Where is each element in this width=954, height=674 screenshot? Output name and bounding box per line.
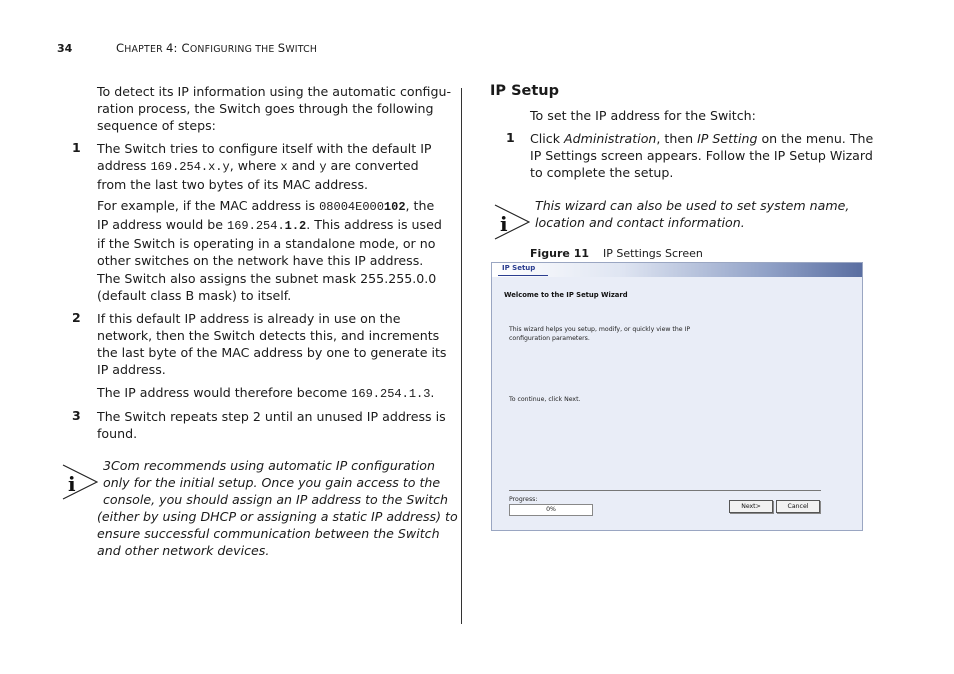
cancel-button[interactable]: Cancel [776, 500, 820, 513]
progress-label: Progress: [509, 496, 538, 503]
mac-example-paragraph: For example, if the MAC address is 08004E000102, the IP address would be 169.254.1.2. This address is used if the Switch is operating in a standalone mode, or no other switches on the network have this IP address. [97, 198, 442, 268]
wizard-description: This wizard helps you setup, modify, or quickly view the IP configuration parameters. [509, 326, 691, 342]
subnet-paragraph: The Switch also assigns the subnet mask 255.255.0.0 (default class B mask) to itself. [97, 271, 437, 303]
intro-paragraph: To detect its IP information using the automatic configu- ration process, the Switch goes through the following sequence of steps: [97, 84, 452, 133]
page-number: 34 [57, 42, 73, 55]
info-icon [494, 204, 530, 240]
chapter-running-head: CHAPTER 4: CONFIGURING THE SWITCH [116, 41, 318, 55]
next-button[interactable]: Next> [729, 500, 773, 513]
wizard-note: This wizard can also be used to set system name, location and contact information. [535, 198, 850, 230]
continue-instruction: To continue, click Next. [509, 396, 581, 403]
step-1-number: 1 [72, 140, 81, 155]
step-3-number: 3 [72, 408, 81, 423]
step-2-text: If this default IP address is already in use on the network, then the Switch detects this, and increments the last byte of the MAC address by one to generate its IP address. [97, 311, 447, 377]
tab-underline [498, 275, 548, 276]
recommendation-note: 3Com recommends using automatic IP configuration only for the initial setup. Once you gain access to the console, you should assign an IP address to the Switch (either by using DHCP or assigning a static IP address) to ensure successful communication between the Switch and other network devices. [97, 458, 458, 558]
tab-ip-setup[interactable]: IP Setup [502, 264, 536, 272]
step-3-text: The Switch repeats step 2 until an unused IP address is found. [97, 409, 446, 441]
right-intro: To set the IP address for the Switch: [530, 108, 756, 123]
figure-caption: Figure 11 IP Settings Screen [530, 247, 703, 260]
step-1-text: The Switch tries to configure itself with the default IP address 169.254.x.y, where x and y are converted from the last two bytes of its MAC address. [97, 141, 432, 192]
right-step-1-number: 1 [506, 130, 515, 145]
svg-text:i: i [500, 212, 508, 236]
progress-value: 0% [546, 506, 556, 513]
section-heading: IP Setup [490, 83, 559, 99]
info-icon [62, 464, 98, 500]
svg-text:i: i [68, 472, 76, 496]
progress-separator [509, 490, 821, 491]
ip-settings-screenshot [491, 262, 863, 531]
step-2-number: 2 [72, 310, 81, 325]
progress-bar [509, 504, 593, 516]
right-step-1-text: Click Administration, then IP Setting on the menu. The IP Settings screen appears. Follow the IP Setup Wizard to complete the setup. [530, 131, 874, 180]
wizard-title: Welcome to the IP Setup Wizard [504, 291, 628, 299]
therefore-paragraph: The IP address would therefore become 169.254.1.3. [97, 385, 435, 401]
column-divider [461, 88, 462, 624]
